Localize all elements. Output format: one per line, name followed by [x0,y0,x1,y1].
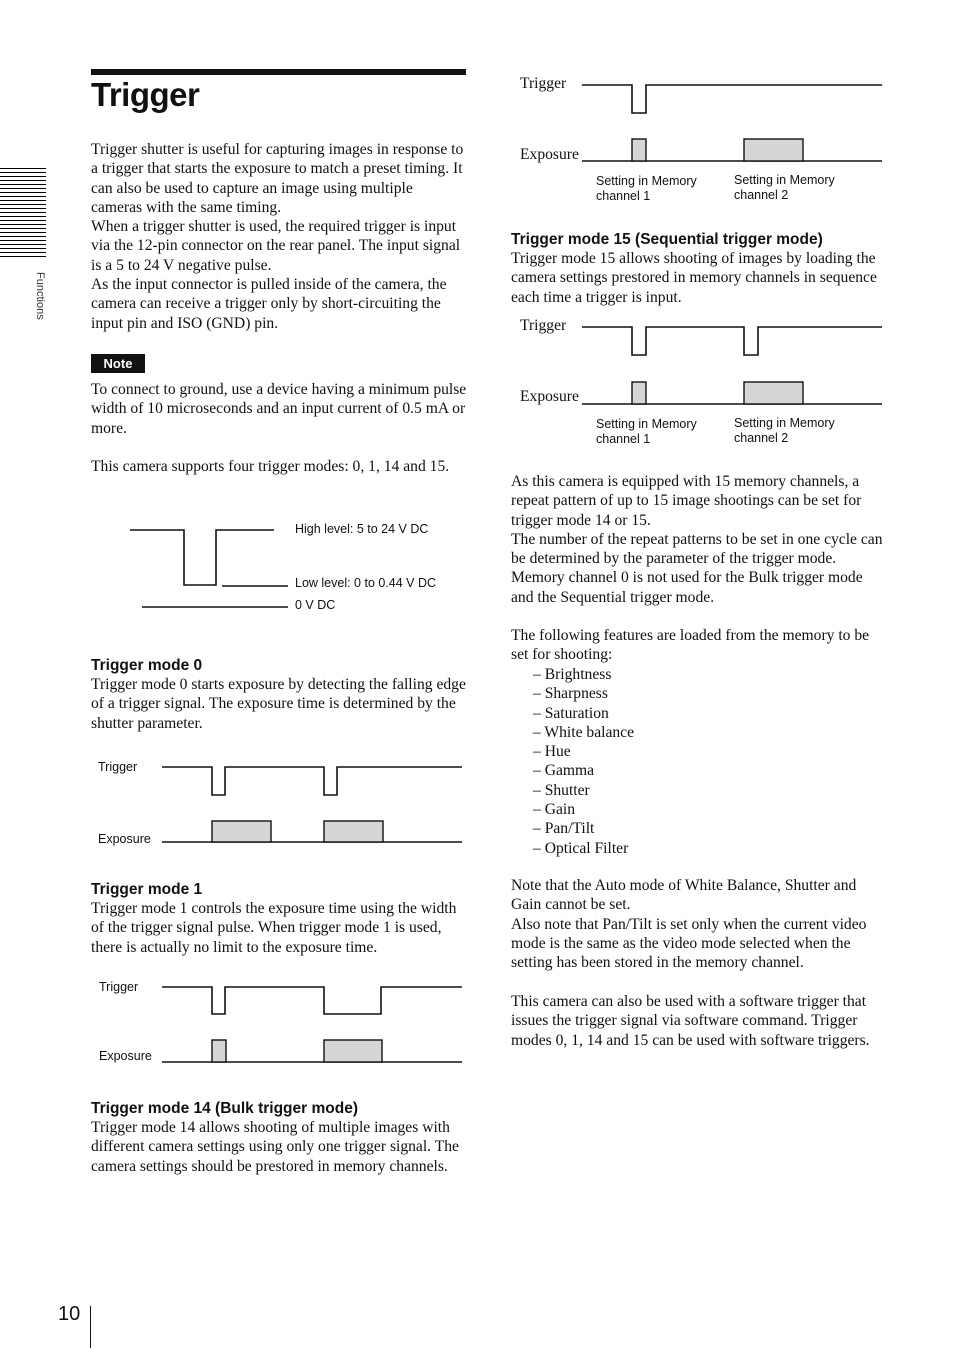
mode0-timing-diagram [160,760,465,850]
memory-text [511,472,889,607]
mode15-exposure-label: Exposure [520,388,579,405]
auto-mode-notes [511,876,889,972]
intro-text [91,140,467,333]
mode1-exposure-box-2 [324,1040,382,1062]
mode15-channel1-line2: channel 1 [596,432,651,446]
mode15-trigger-signal [582,327,882,355]
intro-paragraph-2: When a trigger shutter is used, the required trigger is input via the 12-pin connector on the rear panel. The input signal is a 5 to 24 V negative pulse. [91,218,461,274]
mode14-channel2-label [734,173,835,203]
mode14-timing-diagram [580,78,885,168]
mode15-channel1-label [596,417,697,447]
note-text: To connect to ground, use a device having a minimum pulse width of 10 microseconds and an input current of 0.5 mA or more. [91,381,467,437]
signal-level-diagram [120,515,300,615]
mode1-heading: Trigger mode 1 [91,881,203,898]
mode14-channel2-line1: Setting in Memory [734,173,835,187]
mode15-exposure-box-2 [744,382,803,404]
mode15-text: Trigger mode 15 allows shooting of images by loading the camera settings prestored in memory channels in sequence each time a trigger is input. [511,250,877,306]
page-number: 10 [58,1303,81,1325]
mode15-heading: Trigger mode 15 (Sequential trigger mode) [511,231,823,248]
mode15-channel1-line1: Setting in Memory [596,417,697,431]
mode14-exposure-box-1 [632,139,646,161]
auto-mode-note: Note that the Auto mode of White Balance, Shutter and Gain cannot be set. [511,877,857,914]
low-level-label: Low level: 0 to 0.44 V DC [295,576,437,590]
mode0-exposure-box-2 [324,821,383,842]
memory-paragraph-1: As this camera is equipped with 15 memory channels, a repeat pattern of up to 15 image shootings can be set for trigger mode 14 or 15. [511,473,862,529]
list-item: – Pan/Tilt [533,820,595,838]
intro-paragraph-1: Trigger shutter is useful for capturing images in response to a trigger that starts the exposure to match a preset timing. It can also be used to capture an image using multiple cameras with the same timing. [91,141,464,216]
mode15-exposure-box-1 [632,382,646,404]
mode0-heading: Trigger mode 0 [91,657,203,674]
mode15-channel2-label [734,416,835,446]
note-badge: Note [91,354,145,373]
list-item: – Shutter [533,781,590,799]
list-item: – Sharpness [533,685,608,703]
mode14-trigger-label: Trigger [520,75,567,92]
mode1-exposure-box-1 [212,1040,226,1062]
mode1-exposure-label: Exposure [99,1049,152,1063]
mode15-timing-diagram [580,320,885,410]
mode0-exposure-label: Exposure [98,832,151,846]
section-tab-stripes [0,168,46,260]
intro-paragraph-3: As the input connector is pulled inside of the camera, the camera can receive a trigger only by short-circuiting the input pin and ISO (GND) pin. [91,276,447,332]
mode0-trigger-label: Trigger [98,760,138,774]
page-title: Trigger [91,76,200,113]
pan-tilt-note: Also note that Pan/Tilt is set only when the current video mode is the same as the video mode selected when the setting has been stored in the memory channel. [511,915,867,972]
memory-paragraph-2: The number of the repeat patterns to be set in one cycle can be determined by the parameter of the trigger mode. Memory channel 0 is not used for the Bulk trigger mode and the Sequential trigger mode. [511,530,883,606]
mode0-trigger-signal [162,767,462,795]
modes-intro: This camera supports four trigger modes: 0, 1, 14 and 15. [91,458,450,475]
mode15-trigger-label: Trigger [520,317,567,334]
signal-waveform [130,530,274,585]
zero-volt-label: 0 V DC [295,598,336,612]
mode14-channel2-line2: channel 2 [734,188,789,202]
mode14-heading: Trigger mode 14 (Bulk trigger mode) [91,1100,358,1117]
mode1-text: Trigger mode 1 controls the exposure time using the width of the trigger signal pulse. When trigger mode 1 is used, there is actually no limit to the exposure time. [91,900,457,956]
page-number-divider [90,1306,91,1348]
list-item: – Saturation [533,704,609,722]
features-intro: The following features are loaded from the memory to be set for shooting: [511,627,870,664]
mode15-channel2-line2: channel 2 [734,431,789,445]
mode14-channel1-label [596,174,697,204]
features-list [511,665,889,858]
mode0-exposure-box-1 [212,821,271,842]
mode14-text: Trigger mode 14 allows shooting of multiple images with different camera settings using only one trigger signal. The camera settings should be prestored in memory channels. [91,1119,459,1175]
section-tab-label: Functions [34,272,46,320]
mode0-text: Trigger mode 0 starts exposure by detecting the falling edge of a trigger signal. The exposure time is determined by the shutter parameter. [91,676,466,732]
mode1-trigger-signal [162,987,462,1014]
mode1-timing-diagram [160,980,465,1070]
list-item: – Gamma [533,762,595,780]
mode14-channel1-line1: Setting in Memory [596,174,697,188]
list-item: – Brightness [533,666,612,683]
mode14-trigger-signal [582,85,882,113]
list-item: – White balance [533,723,635,741]
mode1-trigger-label: Trigger [99,980,139,994]
list-item: – Hue [533,743,571,761]
high-level-label: High level: 5 to 24 V DC [295,522,429,536]
mode14-exposure-box-2 [744,139,803,161]
software-trigger-text: This camera can also be used with a software trigger that issues the trigger signal via software command. Trigger modes 0, 1, 14 and 15 can be used with software triggers. [511,993,870,1049]
list-item: – Gain [533,801,576,819]
mode14-channel1-line2: channel 1 [596,189,651,203]
list-item: – Optical Filter [533,839,629,857]
mode14-exposure-label: Exposure [520,146,579,163]
title-rule [91,69,466,75]
mode15-channel2-line1: Setting in Memory [734,416,835,430]
